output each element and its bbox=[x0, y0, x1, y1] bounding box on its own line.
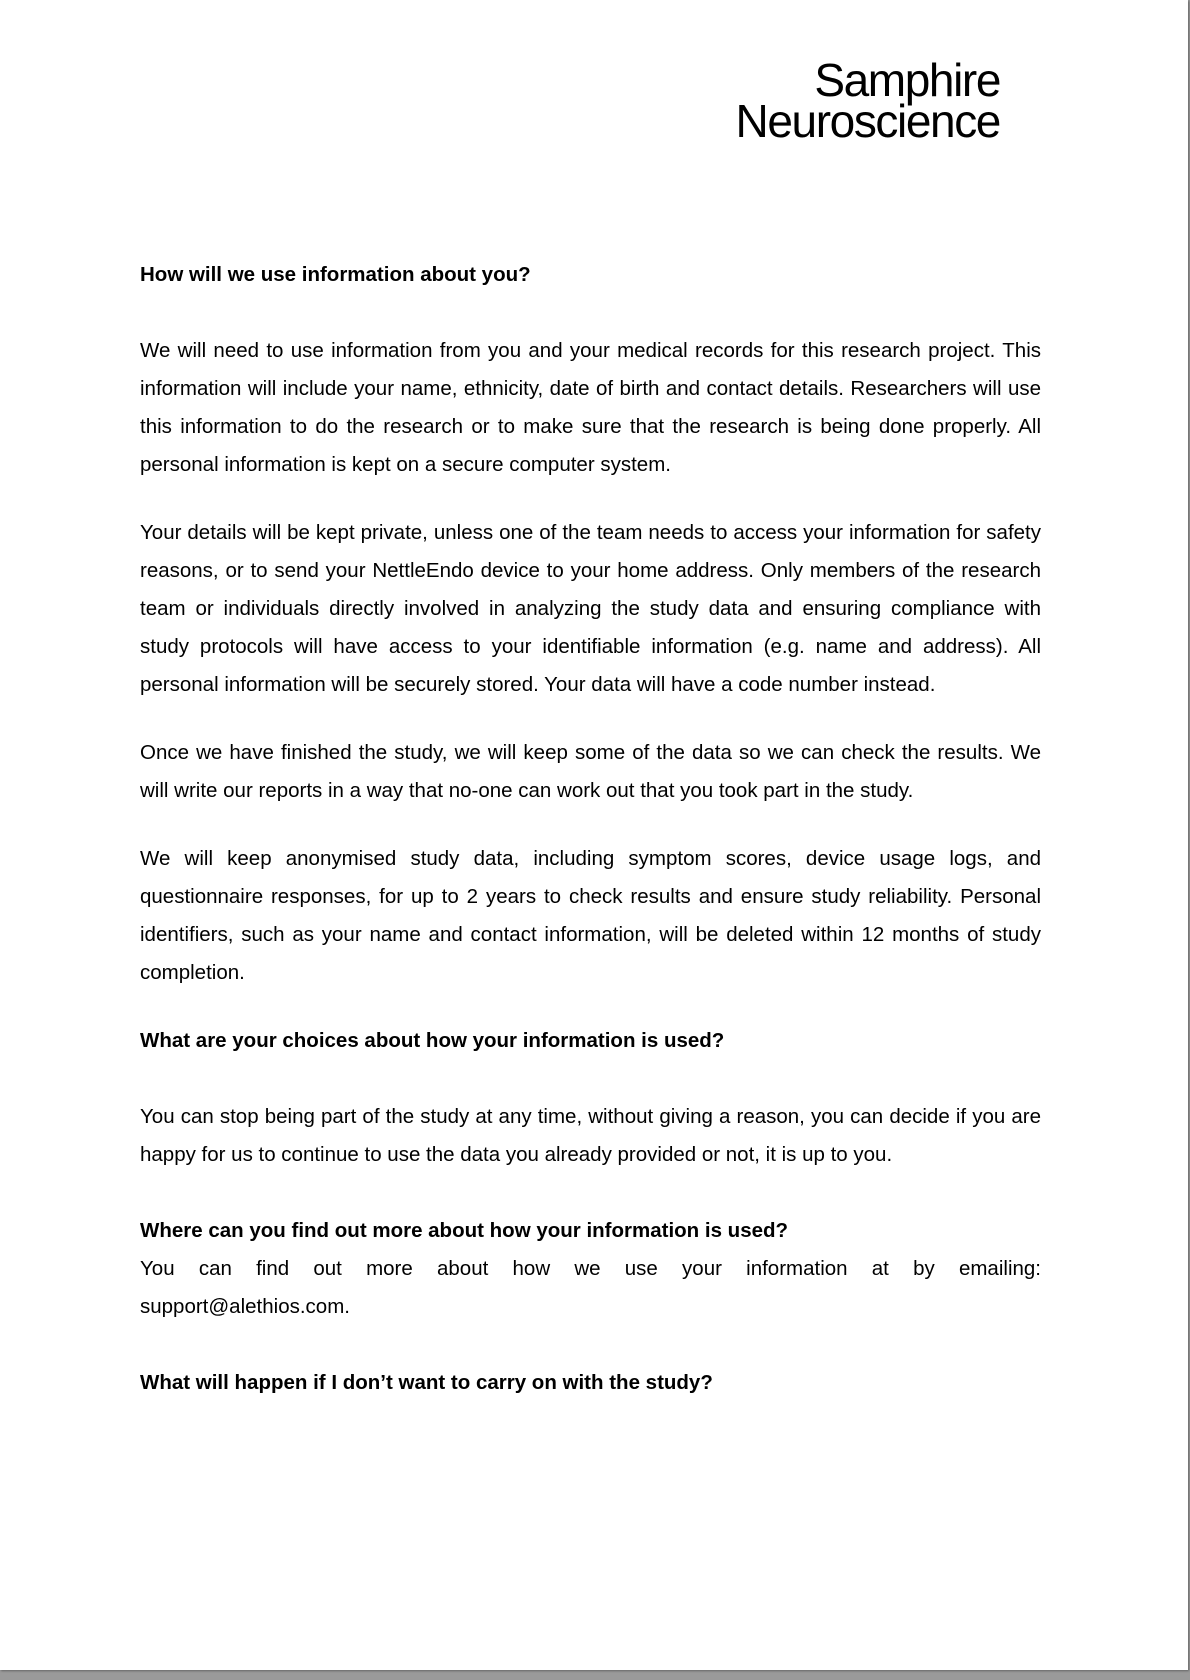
heading-how-we-use-information: How will we use information about you? bbox=[140, 263, 531, 286]
spacer bbox=[140, 1326, 1041, 1364]
spacer bbox=[140, 704, 1041, 734]
paragraph-after-study: Once we have finished the study, we will keep some of the data so we can check the results. We will write our reports in a way that no-one can work out that you took part in the study. bbox=[140, 741, 1041, 802]
spacer bbox=[140, 1174, 1041, 1212]
heading-carry-on-with-study: What will happen if I don’t want to carry on with the study? bbox=[140, 1371, 713, 1394]
heading-your-choices: What are your choices about how your information is used? bbox=[140, 1029, 725, 1052]
paragraph-privacy: Your details will be kept private, unless one of the team needs to access your information for safety reasons, or to send your NettleEndo device to your home address. Only members of the research team or individuals directly involved in analyzing the study data and ensuring compliance with study protocols will have access to your identifiable information (e.g. name and address). All personal information will be securely stored. Your data will have a code number instead. bbox=[140, 521, 1041, 696]
paragraph-medical-records: We will need to use information from you and your medical records for this research project. This information will include your name, ethnicity, date of birth and contact details. Researchers will use this information to do the research or to make sure that the research is being done properly. All personal information is kept on a secure computer system. bbox=[140, 339, 1041, 476]
logo-line-2: Neuroscience bbox=[735, 95, 1000, 147]
spacer bbox=[140, 1060, 1041, 1098]
company-logo bbox=[735, 54, 1000, 147]
paragraph-stop-participation: You can stop being part of the study at any time, without giving a reason, you can decide if you are happy for us to continue to use the data you already provided or not, it is up to you. bbox=[140, 1105, 1041, 1166]
paragraph-data-retention: We will keep anonymised study data, including symptom scores, device usage logs, and questionnaire responses, for up to 2 years to check results and ensure study reliability. Personal identifiers, such as your name and contact information, will be deleted within 12 months of study completion. bbox=[140, 847, 1041, 984]
paragraph-contact-email bbox=[140, 1250, 1041, 1326]
spacer bbox=[140, 484, 1041, 514]
logo-line-1: Samphire bbox=[814, 54, 1000, 106]
support-email: support@alethios.com. bbox=[140, 1295, 350, 1318]
contact-line: You can find out more about how we use your information at by emailing: bbox=[140, 1257, 1041, 1280]
heading-find-out-more: Where can you find out more about how your information is used? bbox=[140, 1219, 789, 1242]
spacer bbox=[140, 294, 1041, 332]
spacer bbox=[140, 810, 1041, 840]
document-body bbox=[140, 256, 1041, 1402]
spacer bbox=[140, 992, 1041, 1022]
